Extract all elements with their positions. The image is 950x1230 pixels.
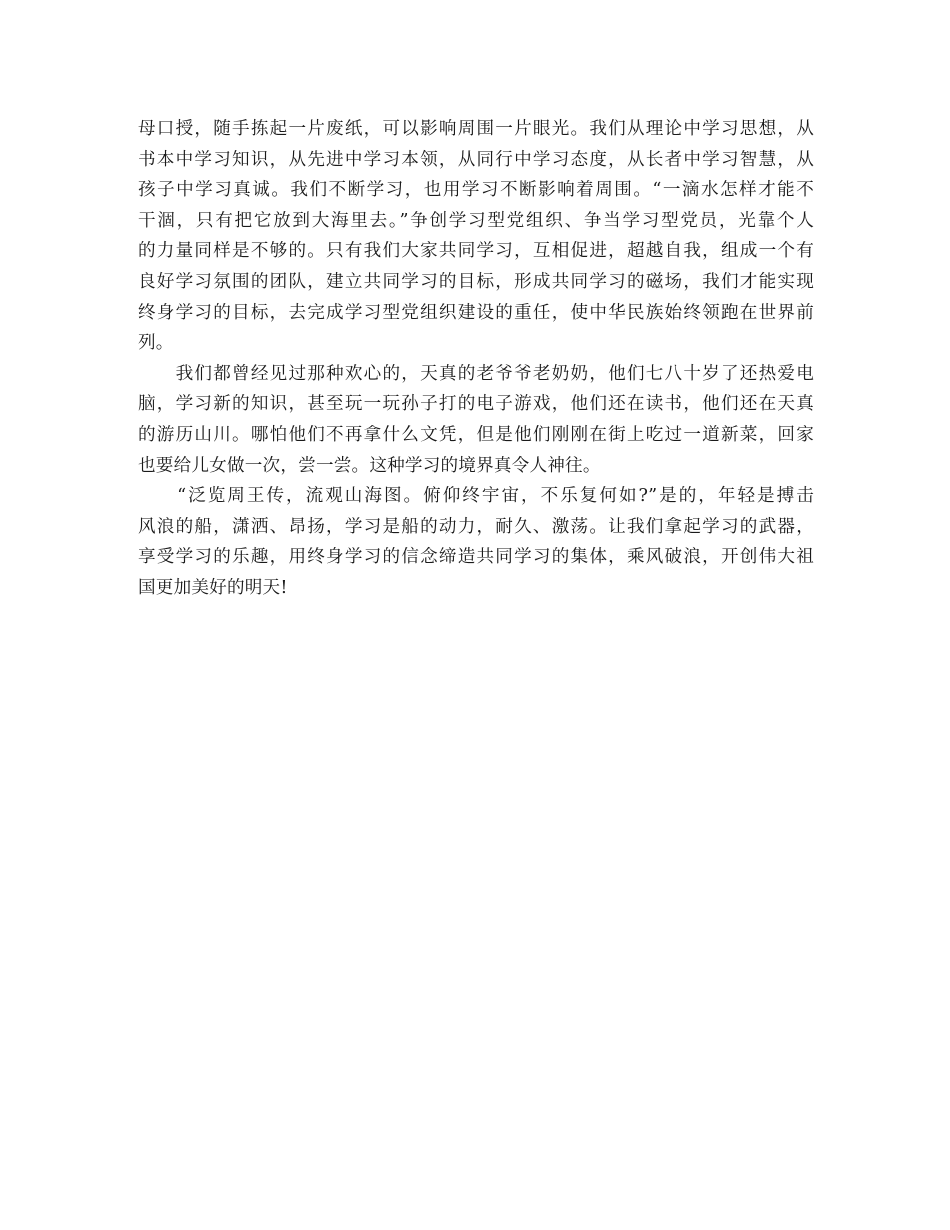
- text-line: 的力量同样是不够的。只有我们大家共同学习，互相促进，超越自我，组成一个有: [138, 241, 814, 262]
- text-line: 也要给儿女做一次，尝一尝。这种学习的境界真令人神往。: [138, 455, 601, 476]
- text-line: 干涸，只有把它放到大海里去。”争创学习型党组织、争当学习型党员，光靠个人: [138, 210, 814, 231]
- text-line: 良好学习氛围的团队，建立共同学习的目标，形成共同学习的磁场，我们才能实现: [138, 271, 814, 292]
- text-line: 享受学习的乐趣，用终身学习的信念缔造共同学习的集体，乘风破浪，开创伟大祖: [138, 547, 814, 568]
- text-line: 母口授，随手拣起一片废纸，可以影响周围一片眼光。我们从理论中学习思想，从: [138, 119, 814, 139]
- text-line: 我们都曾经见过那种欢心的，天真的老爷爷老奶奶，他们七八十岁了还热爱电: [138, 363, 814, 384]
- text-line: 国更加美好的明天!: [138, 577, 288, 598]
- text-line: 书本中学习知识，从先进中学习本领，从同行中学习态度，从长者中学习智慧，从: [138, 149, 814, 170]
- text-line: 孩子中学习真诚。我们不断学习，也用学习不断影响着周围。“一滴水怎样才能不: [138, 180, 814, 201]
- text-line: 的游历山川。哪怕他们不再拿什么文凭，但是他们刚刚在街上吃过一道新菜，回家: [138, 424, 814, 445]
- body-text: [138, 114, 814, 604]
- text-line: 风浪的船，潇洒、昂扬，学习是船的动力，耐久、激荡。让我们拿起学习的武器，: [138, 516, 814, 537]
- paragraph-3: [138, 481, 814, 603]
- text-line: “泛览周王传，流观山海图。俯仰终宇宙，不乐复何如?”是的，年轻是搏击: [138, 486, 814, 507]
- text-line: 列。: [138, 333, 174, 354]
- text-line: 脑，学习新的知识，甚至玩一玩孙子打的电子游戏，他们还在读书，他们还在天真: [138, 394, 814, 415]
- text-line: 终身学习的目标，去完成学习型党组织建设的重任，使中华民族始终领跑在世界前: [138, 302, 814, 323]
- paragraph-1: [138, 114, 814, 359]
- paragraph-2: [138, 359, 814, 481]
